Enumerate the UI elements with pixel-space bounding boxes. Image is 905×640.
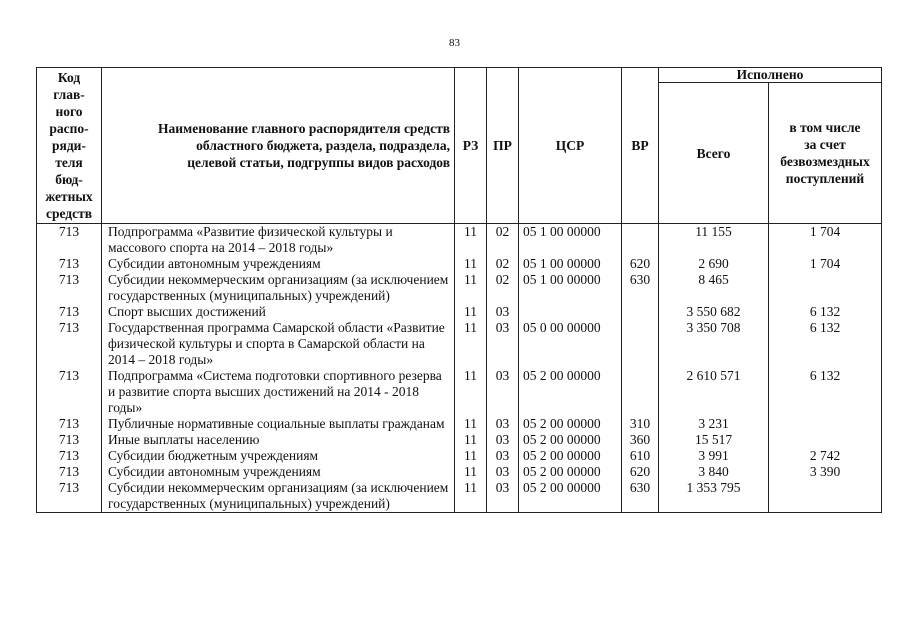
header-code-line: бюд- — [55, 172, 83, 187]
cell-rz: 11 — [455, 368, 487, 416]
cell-rz: 11 — [455, 272, 487, 304]
cell-vr — [622, 224, 659, 257]
cell-rz: 11 — [455, 304, 487, 320]
cell-name: Субсидии бюджетным учреждениям — [102, 448, 455, 464]
header-free-line: за счет — [804, 137, 846, 152]
cell-name: Спорт высших достижений — [102, 304, 455, 320]
cell-free: 6 132 — [769, 368, 882, 416]
cell-vr: 610 — [622, 448, 659, 464]
cell-csr: 05 1 00 00000 — [519, 256, 622, 272]
cell-code: 713 — [37, 224, 102, 257]
cell-total: 3 350 708 — [659, 320, 769, 368]
cell-vr: 620 — [622, 464, 659, 480]
cell-name: Субсидии автономным учреждениям — [102, 464, 455, 480]
cell-total: 3 231 — [659, 416, 769, 432]
cell-csr: 05 1 00 00000 — [519, 272, 622, 304]
header-code-line: глав- — [53, 87, 85, 102]
cell-rz: 11 — [455, 224, 487, 257]
cell-rz: 11 — [455, 480, 487, 513]
cell-vr: 630 — [622, 272, 659, 304]
cell-total: 8 465 — [659, 272, 769, 304]
table-header — [37, 68, 882, 224]
cell-rz: 11 — [455, 416, 487, 432]
cell-total: 1 353 795 — [659, 480, 769, 513]
header-executed: Исполнено — [659, 68, 882, 83]
cell-rz: 11 — [455, 464, 487, 480]
cell-name: Подпрограмма «Система подготовки спортивного резерва и развитие спорта высших достижений на 2014 - 2018 годы» — [102, 368, 455, 416]
cell-pr: 03 — [487, 416, 519, 432]
cell-name: Субсидии некоммерческим организациям (за исключением государственных (муниципальных) учреждений) — [102, 272, 455, 304]
header-name-line: областного бюджета, раздела, подраздела, — [196, 138, 450, 153]
header-code-line: жетных — [45, 189, 93, 204]
header-total: Всего — [659, 83, 769, 224]
cell-free — [769, 272, 882, 304]
cell-csr: 05 0 00 00000 — [519, 320, 622, 368]
cell-total: 11 155 — [659, 224, 769, 257]
cell-total: 15 517 — [659, 432, 769, 448]
table-row — [37, 416, 882, 432]
cell-rz: 11 — [455, 432, 487, 448]
cell-csr: 05 2 00 00000 — [519, 416, 622, 432]
table-row — [37, 464, 882, 480]
cell-name: Публичные нормативные социальные выплаты гражданам — [102, 416, 455, 432]
cell-total: 3 840 — [659, 464, 769, 480]
cell-free — [769, 416, 882, 432]
cell-name: Государственная программа Самарской области «Развитие физической культуры и спорта в Самарской области на 2014 – 2018 годы» — [102, 320, 455, 368]
cell-name: Иные выплаты населению — [102, 432, 455, 448]
header-free-line: поступлений — [785, 171, 865, 186]
cell-free: 6 132 — [769, 304, 882, 320]
cell-pr: 03 — [487, 464, 519, 480]
cell-free: 1 704 — [769, 256, 882, 272]
cell-pr: 02 — [487, 272, 519, 304]
cell-pr: 02 — [487, 256, 519, 272]
cell-csr: 05 1 00 00000 — [519, 224, 622, 257]
page-number: 83 — [449, 37, 460, 49]
cell-vr: 630 — [622, 480, 659, 513]
header-code-line: ного — [55, 104, 83, 119]
cell-free: 2 742 — [769, 448, 882, 464]
header-pr: ПР — [487, 68, 519, 224]
cell-rz: 11 — [455, 256, 487, 272]
header-csr: ЦСР — [519, 68, 622, 224]
cell-code: 713 — [37, 320, 102, 368]
cell-csr: 05 2 00 00000 — [519, 432, 622, 448]
table-row — [37, 320, 882, 368]
cell-pr: 03 — [487, 432, 519, 448]
cell-code: 713 — [37, 480, 102, 513]
cell-free: 6 132 — [769, 320, 882, 368]
table-row — [37, 432, 882, 448]
table-row — [37, 368, 882, 416]
cell-code: 713 — [37, 368, 102, 416]
cell-code: 713 — [37, 272, 102, 304]
table-row — [37, 272, 882, 304]
cell-code: 713 — [37, 432, 102, 448]
header-code-line: распо- — [49, 121, 89, 136]
cell-total: 3 550 682 — [659, 304, 769, 320]
cell-rz: 11 — [455, 448, 487, 464]
table-row — [37, 256, 882, 272]
cell-code: 713 — [37, 416, 102, 432]
cell-pr: 03 — [487, 368, 519, 416]
table-row — [37, 224, 882, 257]
header-name-line: Наименование главного распорядителя средств — [157, 121, 450, 136]
cell-pr: 02 — [487, 224, 519, 257]
cell-csr: 05 2 00 00000 — [519, 368, 622, 416]
cell-free: 1 704 — [769, 224, 882, 257]
cell-code: 713 — [37, 464, 102, 480]
header-rz: РЗ — [455, 68, 487, 224]
header-name — [102, 68, 455, 224]
header-code-line: Код — [57, 70, 81, 85]
cell-csr: 05 2 00 00000 — [519, 448, 622, 464]
cell-pr: 03 — [487, 304, 519, 320]
header-name-line: целевой статьи, подгруппы видов расходов — [187, 155, 450, 170]
cell-name: Подпрограмма «Развитие физической культуры и массового спорта на 2014 – 2018 годы» — [102, 224, 455, 257]
header-code-line: средств — [45, 206, 93, 221]
cell-rz: 11 — [455, 320, 487, 368]
header-code-line: ряди- — [52, 138, 86, 153]
cell-code: 713 — [37, 448, 102, 464]
table-row — [37, 304, 882, 320]
budget-table — [36, 67, 882, 513]
cell-vr — [622, 304, 659, 320]
table-row — [37, 448, 882, 464]
cell-code: 713 — [37, 304, 102, 320]
cell-total: 3 991 — [659, 448, 769, 464]
cell-name: Субсидии некоммерческим организациям (за исключением государственных (муниципальных) учреждений) — [102, 480, 455, 513]
cell-csr: 05 2 00 00000 — [519, 464, 622, 480]
cell-csr: 05 2 00 00000 — [519, 480, 622, 513]
cell-vr — [622, 368, 659, 416]
cell-free — [769, 432, 882, 448]
cell-csr — [519, 304, 622, 320]
cell-code: 713 — [37, 256, 102, 272]
header-vr: ВР — [622, 68, 659, 224]
cell-pr: 03 — [487, 448, 519, 464]
cell-vr: 310 — [622, 416, 659, 432]
cell-pr: 03 — [487, 480, 519, 513]
cell-pr: 03 — [487, 320, 519, 368]
table-body — [37, 224, 882, 513]
cell-free — [769, 480, 882, 513]
cell-vr: 620 — [622, 256, 659, 272]
cell-free: 3 390 — [769, 464, 882, 480]
cell-vr — [622, 320, 659, 368]
header-free — [769, 83, 882, 224]
cell-total: 2 690 — [659, 256, 769, 272]
header-free-line: в том числе — [789, 120, 861, 135]
cell-vr: 360 — [622, 432, 659, 448]
header-free-line: безвозмездных — [780, 154, 870, 169]
header-code-line: теля — [55, 155, 83, 170]
table-row — [37, 480, 882, 513]
header-code — [37, 68, 102, 224]
cell-name: Субсидии автономным учреждениям — [102, 256, 455, 272]
cell-total: 2 610 571 — [659, 368, 769, 416]
